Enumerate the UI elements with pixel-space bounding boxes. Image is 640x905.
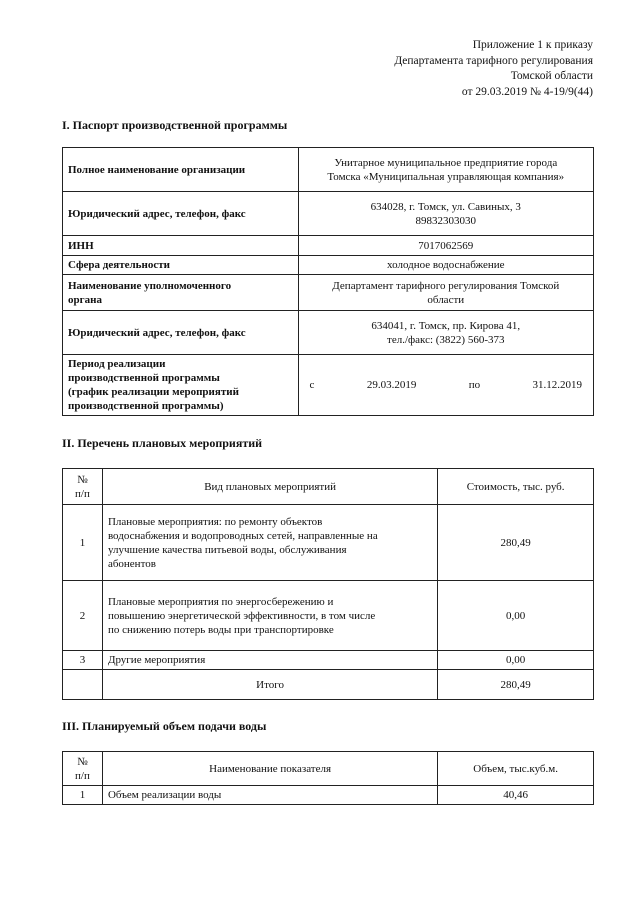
row-label: Сфера деятельности [63, 256, 299, 275]
row-number: 2 [63, 581, 103, 651]
table-row [63, 148, 594, 192]
value-line: 634028, г. Томск, ул. Савиных, 3 [370, 200, 521, 213]
label-line: Период реализации [68, 358, 166, 370]
row-cost: 280,49 [438, 505, 594, 581]
row-description [102, 581, 437, 651]
row-label [63, 355, 299, 416]
period-to-word: по [468, 379, 481, 391]
value-line: области [427, 293, 465, 306]
table-header-row [63, 469, 594, 505]
appendix-line: Департамента тарифного регулирования [394, 54, 593, 67]
label-line: (график реализации мероприятий [68, 386, 239, 398]
table-row [63, 651, 594, 670]
row-value: 7017062569 [298, 236, 593, 256]
row-number: 1 [63, 505, 103, 581]
table-row [63, 192, 594, 236]
row-description [102, 505, 437, 581]
row-number: 1 [63, 786, 103, 805]
row-cost: 0,00 [438, 651, 594, 670]
period-range [304, 378, 588, 392]
value-line: Унитарное муниципальное предприятие города [334, 156, 558, 169]
appendix-header [394, 38, 593, 100]
column-header [63, 752, 103, 786]
row-value [298, 192, 593, 236]
value-line: Департамент тарифного регулирования Томской [332, 279, 560, 292]
description-line: улучшение качества питьевой воды, обслуживания [107, 543, 347, 556]
row-volume: 40,46 [438, 786, 594, 805]
row-label: Юридический адрес, телефон, факс [63, 311, 299, 355]
period-to-date: 31.12.2019 [532, 379, 582, 391]
table-total-row [63, 670, 594, 700]
label-line: Наименование уполномоченного [68, 279, 232, 292]
appendix-line: Томской области [510, 70, 593, 82]
row-cost: 0,00 [438, 581, 594, 651]
value-line: 89832303030 [415, 214, 477, 227]
column-header: Наименование показателя [102, 752, 437, 786]
header-line: п/п [75, 487, 90, 500]
header-line: п/п [75, 769, 90, 782]
appendix-line: от 29.03.2019 № 4-19/9(44) [461, 85, 593, 98]
table-row [63, 256, 594, 275]
total-label: Итого [102, 670, 437, 700]
row-value [298, 355, 593, 416]
description-line: повышению энергетической эффективности, в том числе [107, 609, 376, 622]
row-description: Другие мероприятия [102, 651, 437, 670]
description-line: водоснабжения и водопроводных сетей, направленные на [107, 529, 378, 542]
water-volume-table [62, 751, 594, 805]
column-header [63, 469, 103, 505]
column-header: Вид плановых мероприятий [102, 469, 437, 505]
label-line: производственной программы) [68, 400, 224, 412]
table-row [63, 786, 594, 805]
period-from-word: с [309, 379, 315, 391]
passport-table [62, 147, 594, 416]
value-line: тел./факс: (3822) 560-373 [387, 333, 505, 346]
row-label: ИНН [63, 236, 299, 256]
row-number [63, 670, 103, 700]
label-line: производственной программы [68, 372, 220, 384]
row-value [298, 275, 593, 311]
column-header: Объем, тыс.куб.м. [438, 752, 594, 786]
total-cost: 280,49 [438, 670, 594, 700]
section-title: I. Паспорт производственной программы [62, 118, 288, 132]
section-title: III. Планируемый объем подачи воды [62, 719, 267, 733]
table-row [63, 311, 594, 355]
row-label: Юридический адрес, телефон, факс [63, 192, 299, 236]
header-line: № [77, 473, 88, 486]
table-header-row [63, 752, 594, 786]
row-value [298, 148, 593, 192]
value-line: Томска «Муниципальная управляющая компания» [327, 170, 565, 183]
column-header: Стоимость, тыс. руб. [438, 469, 594, 505]
description-line: Плановые мероприятия: по ремонту объектов [107, 515, 323, 528]
table-row [63, 581, 594, 651]
section-title: II. Перечень плановых мероприятий [62, 436, 263, 450]
description-line: по снижению потерь воды при транспортировке [107, 623, 334, 636]
row-value [298, 311, 593, 355]
header-line: № [77, 755, 88, 768]
description-line: Плановые мероприятия по энергосбережению и [107, 595, 334, 608]
table-row [63, 236, 594, 256]
row-label [63, 275, 299, 311]
table-row [63, 505, 594, 581]
period-from-date: 29.03.2019 [366, 379, 417, 391]
row-number: 3 [63, 651, 103, 670]
row-value: холодное водоснабжение [298, 256, 593, 275]
activities-table [62, 468, 594, 700]
description-line: абонентов [107, 557, 156, 570]
table-row [63, 275, 594, 311]
row-label: Полное наименование организации [63, 148, 299, 192]
appendix-line: Приложение 1 к приказу [472, 39, 593, 51]
row-indicator: Объем реализации воды [102, 786, 437, 805]
value-line: 634041, г. Томск, пр. Кирова 41, [371, 319, 521, 332]
label-line: органа [68, 293, 102, 306]
table-row [63, 355, 594, 416]
